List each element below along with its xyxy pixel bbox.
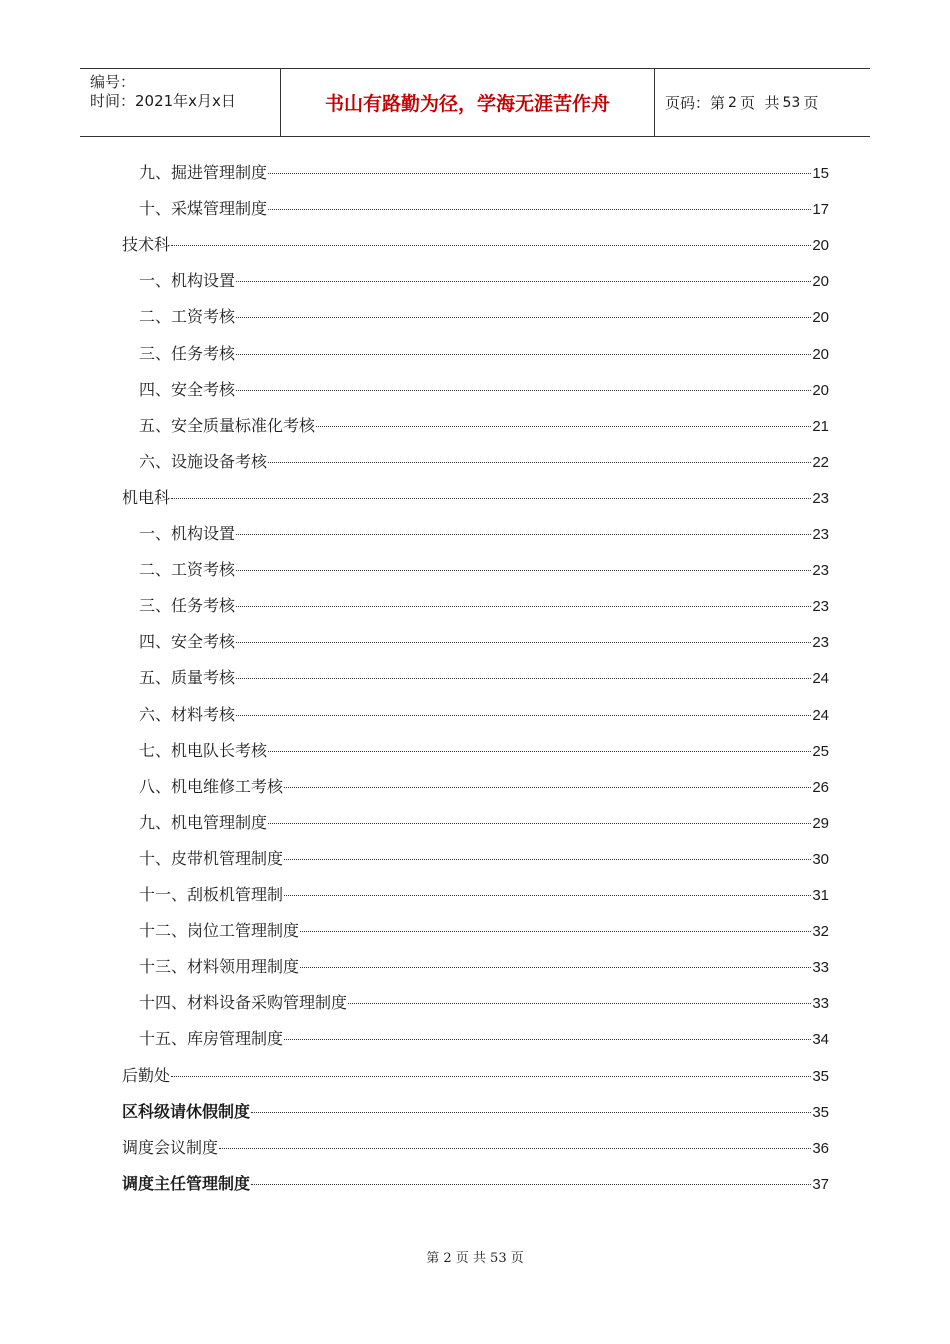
toc-entry-title: 九、掘进管理制度 <box>139 163 268 182</box>
toc-entry-title: 十二、岗位工管理制度 <box>139 921 300 941</box>
toc-entry[interactable] <box>122 1173 829 1195</box>
toc-entry-title: 二、工资考核 <box>139 307 236 327</box>
toc-entry-title: 调度主任管理制度 <box>122 1173 251 1193</box>
page-middle: 页 共 <box>739 94 780 112</box>
toc-leader-dots <box>236 606 811 607</box>
toc-entry-page: 31 <box>812 887 829 904</box>
header-meta <box>80 69 281 136</box>
toc-entry-title: 机电科 <box>122 487 171 507</box>
toc-leader-dots <box>316 426 811 427</box>
toc-entry-page: 34 <box>812 1031 829 1049</box>
toc-entry-page: 23 <box>812 489 829 507</box>
document-number-label: 编号： <box>90 73 136 91</box>
toc-entry-page: 24 <box>812 670 829 688</box>
toc-entry[interactable] <box>139 270 829 292</box>
toc-entry[interactable] <box>139 595 829 617</box>
toc-entry-page: 35 <box>812 1103 829 1121</box>
toc-leader-dots <box>171 498 811 499</box>
toc-entry-page: 35 <box>812 1067 829 1085</box>
toc-leader-dots <box>284 787 811 788</box>
toc-entry[interactable] <box>139 343 829 365</box>
toc-leader-dots <box>236 317 811 318</box>
toc-leader-dots <box>268 462 811 463</box>
toc-leader-dots <box>236 570 811 571</box>
toc-entry[interactable] <box>139 631 829 653</box>
toc-entry[interactable] <box>139 884 829 906</box>
toc-entry[interactable] <box>122 234 829 256</box>
toc-entry[interactable] <box>139 198 829 220</box>
toc-entry-title: 十、皮带机管理制度 <box>139 848 284 868</box>
toc-entry[interactable] <box>139 306 829 328</box>
toc-entry-page: 20 <box>812 309 829 327</box>
toc-entry-title: 六、材料考核 <box>139 704 236 724</box>
toc-entry-page: 32 <box>812 923 829 941</box>
toc-leader-dots <box>251 1184 811 1185</box>
toc-entry-page: 22 <box>812 453 829 471</box>
toc-entry-title: 二、工资考核 <box>139 560 236 580</box>
toc-leader-dots <box>284 895 811 896</box>
toc-entry-title: 调度会议制度 <box>122 1137 219 1157</box>
toc-leader-dots <box>268 209 811 210</box>
toc-leader-dots <box>236 390 811 391</box>
toc-entry-page: 24 <box>812 706 829 724</box>
toc-entry[interactable] <box>139 451 829 473</box>
toc-leader-dots <box>251 1112 811 1113</box>
toc-entry-page: 20 <box>812 237 829 255</box>
toc-entry[interactable] <box>139 956 829 978</box>
toc-leader-dots <box>284 1039 811 1040</box>
toc-leader-dots <box>284 859 811 860</box>
toc-entry[interactable] <box>139 379 829 401</box>
toc-entry-page: 23 <box>812 526 829 543</box>
toc-entry-page: 21 <box>812 417 829 435</box>
toc-entry-page: 17 <box>812 201 829 219</box>
toc-entry-page: 23 <box>812 562 829 580</box>
toc-leader-dots <box>348 1003 811 1004</box>
toc-leader-dots <box>236 715 811 716</box>
toc-entry-title: 一、机构设置 <box>139 271 236 291</box>
toc-entry-title: 五、安全质量标准化考核 <box>139 415 316 435</box>
toc-entry-title: 十三、材料领用理制度 <box>139 957 300 977</box>
toc-entry[interactable] <box>139 667 829 689</box>
toc-entry[interactable] <box>122 1101 829 1123</box>
toc-entry-title: 后勤处 <box>122 1065 171 1085</box>
toc-entry-page: 15 <box>812 165 829 182</box>
toc-leader-dots <box>268 751 811 752</box>
toc-entry-title: 区科级请休假制度 <box>122 1101 251 1121</box>
toc-entry[interactable] <box>122 1137 829 1159</box>
toc-entry-page: 30 <box>812 850 829 868</box>
toc-leader-dots <box>171 245 811 246</box>
header-motto: 书山有路勤为径，学海无涯苦作舟 <box>281 69 655 136</box>
toc-entry[interactable] <box>139 523 829 545</box>
toc-leader-dots <box>236 642 811 643</box>
toc-leader-dots <box>219 1148 811 1149</box>
toc-entry-title: 四、安全考核 <box>139 632 236 652</box>
toc-entry-page: 36 <box>812 1139 829 1157</box>
toc-entry[interactable] <box>139 920 829 942</box>
toc-entry-page: 37 <box>812 1175 829 1193</box>
toc-entry-page: 25 <box>812 742 829 760</box>
toc-entry-title: 六、设施设备考核 <box>139 451 268 471</box>
toc-leader-dots <box>171 1076 811 1077</box>
toc-entry-title: 十一、刮板机管理制 <box>139 885 284 904</box>
toc-entry-title: 三、任务考核 <box>139 343 236 363</box>
toc-entry[interactable] <box>139 162 829 184</box>
page-header <box>80 68 870 137</box>
page-total: 53 <box>782 94 801 111</box>
toc-leader-dots <box>300 931 811 932</box>
header-page-indicator <box>655 69 870 136</box>
document-time-label: 时间：2021年x月x日 <box>90 92 236 110</box>
toc-entry-title: 十四、材料设备采购管理制度 <box>139 993 348 1013</box>
toc-entry[interactable] <box>139 1028 829 1050</box>
toc-entry-page: 33 <box>812 995 829 1013</box>
toc-entry-title: 七、机电队长考核 <box>139 740 268 760</box>
toc-leader-dots <box>236 354 811 355</box>
toc-entry-page: 23 <box>812 598 829 616</box>
toc-entry[interactable] <box>122 487 829 509</box>
toc-entry[interactable] <box>139 848 829 870</box>
toc-entry[interactable] <box>139 812 829 834</box>
toc-entry[interactable] <box>122 1065 829 1087</box>
toc-entry-title: 三、任务考核 <box>139 596 236 616</box>
toc-leader-dots <box>268 823 811 824</box>
toc-leader-dots <box>300 967 811 968</box>
page-footer: 第 2 页 共 53 页 <box>426 1251 524 1266</box>
toc-entry-page: 20 <box>812 345 829 363</box>
toc-entry[interactable] <box>139 992 829 1014</box>
page-prefix: 页码：第 <box>665 94 726 112</box>
toc-entry-page: 33 <box>812 959 829 977</box>
toc-leader-dots <box>268 173 811 174</box>
toc-entry-page: 29 <box>812 814 829 832</box>
toc-leader-dots <box>236 534 811 535</box>
toc-entry-title: 四、安全考核 <box>139 379 236 399</box>
toc-entry[interactable] <box>139 704 829 726</box>
toc-leader-dots <box>236 678 811 679</box>
toc-entry-title: 八、机电维修工考核 <box>139 776 284 796</box>
toc-entry-title: 九、机电管理制度 <box>139 812 268 832</box>
toc-entry-title: 一、机构设置 <box>139 524 236 543</box>
toc-entry-title: 技术科 <box>122 235 171 255</box>
page-current: 2 <box>728 94 737 111</box>
toc-entry-title: 十五、库房管理制度 <box>139 1029 284 1049</box>
toc-entry[interactable] <box>139 740 829 762</box>
page-suffix: 页 <box>803 94 819 112</box>
toc-entry-page: 20 <box>812 381 829 399</box>
toc-entry-page: 23 <box>812 634 829 652</box>
toc-entry-page: 26 <box>812 778 829 796</box>
toc-entry[interactable] <box>139 776 829 798</box>
toc-entry[interactable] <box>139 415 829 437</box>
toc-entry-title: 十、采煤管理制度 <box>139 199 268 219</box>
toc-entry-title: 五、质量考核 <box>139 668 236 688</box>
toc-entry-page: 20 <box>812 273 829 291</box>
toc-leader-dots <box>236 281 811 282</box>
toc-entry[interactable] <box>139 559 829 581</box>
